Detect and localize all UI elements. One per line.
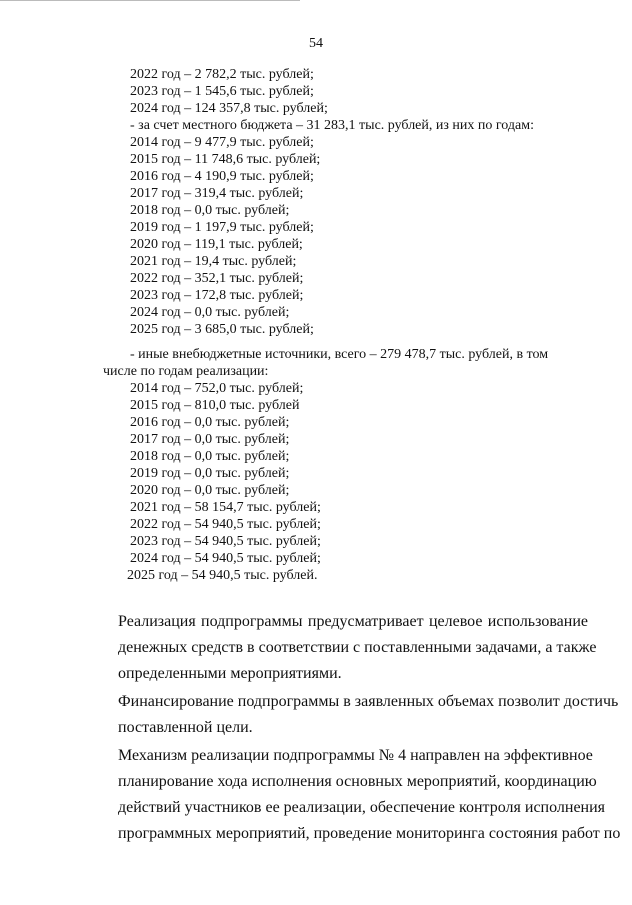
other-sources-line: 2019 год – 0,0 тыс. рублей; <box>130 466 290 481</box>
paragraph-mechanism-line2 <box>118 769 597 795</box>
paragraph-implementation <box>118 609 588 635</box>
paragraph-financing-end <box>118 715 588 741</box>
paragraph-line: действий участников ее реализации, обеспечение контроля исполнения <box>118 799 606 816</box>
paragraph-mechanism <box>118 743 593 769</box>
paragraph-line: программных мероприятий, проведение мониторинга состояния работ по <box>118 825 621 842</box>
other-sources-line: 2023 год – 54 940,5 тыс. рублей; <box>130 534 321 549</box>
local-budget-line: 2025 год – 3 685,0 тыс. рублей; <box>130 322 314 337</box>
other-sources-line: 2015 год – 810,0 тыс. рублей <box>130 398 300 413</box>
local-budget-line: 2014 год – 9 477,9 тыс. рублей; <box>130 135 314 150</box>
scan-edge-line <box>0 0 300 1</box>
paragraph-line: Реализация подпрограммы предусматривает целевое использование <box>118 613 588 630</box>
other-sources-line: 2024 год – 54 940,5 тыс. рублей; <box>130 551 321 566</box>
other-sources-line: 2018 год – 0,0 тыс. рублей; <box>130 449 290 464</box>
paragraph-mechanism-line3 <box>118 795 606 821</box>
local-budget-line: 2021 год – 19,4 тыс. рублей; <box>130 254 297 269</box>
other-sources-line: 2016 год – 0,0 тыс. рублей; <box>130 415 290 430</box>
paragraph-implementation-cont <box>118 635 597 661</box>
local-budget-line: 2020 год – 119,1 тыс. рублей; <box>130 237 303 252</box>
local-budget-line: 2016 год – 4 190,9 тыс. рублей; <box>130 169 314 184</box>
paragraph-line: определенными мероприятиями. <box>118 665 342 682</box>
other-sources-header-cont: числе по годам реализации: <box>103 364 269 379</box>
other-sources-line: 2014 год – 752,0 тыс. рублей; <box>130 381 304 396</box>
funding-line: 2024 год – 124 357,8 тыс. рублей; <box>130 101 328 116</box>
other-sources-header: - иные внебюджетные источники, всего – 279 478,7 тыс. рублей, в том <box>130 347 549 362</box>
funding-line: 2023 год – 1 545,6 тыс. рублей; <box>130 84 314 99</box>
paragraph-line: денежных средств в соответствии с поставленными задачами, а также <box>118 639 597 656</box>
funding-line: 2022 год – 2 782,2 тыс. рублей; <box>130 67 314 82</box>
local-budget-line: 2023 год – 172,8 тыс. рублей; <box>130 288 304 303</box>
local-budget-line: 2017 год – 319,4 тыс. рублей; <box>130 186 304 201</box>
local-budget-line: 2022 год – 352,1 тыс. рублей; <box>130 271 304 286</box>
paragraph-mechanism-line4 <box>118 821 621 847</box>
local-budget-header: - за счет местного бюджета – 31 283,1 тыс. рублей, из них по годам: <box>130 118 534 133</box>
other-sources-line: 2020 год – 0,0 тыс. рублей; <box>130 483 290 498</box>
paragraph-line: Финансирование подпрограммы в заявленных объемах позволит достичь <box>118 693 619 710</box>
local-budget-line: 2019 год – 1 197,9 тыс. рублей; <box>130 220 314 235</box>
local-budget-line: 2024 год – 0,0 тыс. рублей; <box>130 305 290 320</box>
other-sources-line: 2025 год – 54 940,5 тыс. рублей. <box>127 568 318 583</box>
paragraph-line: планирование хода исполнения основных мероприятий, координацию <box>118 773 597 790</box>
paragraph-line: Механизм реализации подпрограммы № 4 направлен на эффективное <box>118 747 593 764</box>
page-number: 54 <box>309 36 323 51</box>
other-sources-line: 2017 год – 0,0 тыс. рублей; <box>130 432 290 447</box>
other-sources-line: 2021 год – 58 154,7 тыс. рублей; <box>130 500 321 515</box>
paragraph-financing <box>118 689 619 715</box>
paragraph-line: поставленной цели. <box>118 719 253 736</box>
paragraph-implementation-end <box>118 661 588 687</box>
local-budget-line: 2018 год – 0,0 тыс. рублей; <box>130 203 290 218</box>
other-sources-line: 2022 год – 54 940,5 тыс. рублей; <box>130 517 321 532</box>
local-budget-line: 2015 год – 11 748,6 тыс. рублей; <box>130 152 321 167</box>
